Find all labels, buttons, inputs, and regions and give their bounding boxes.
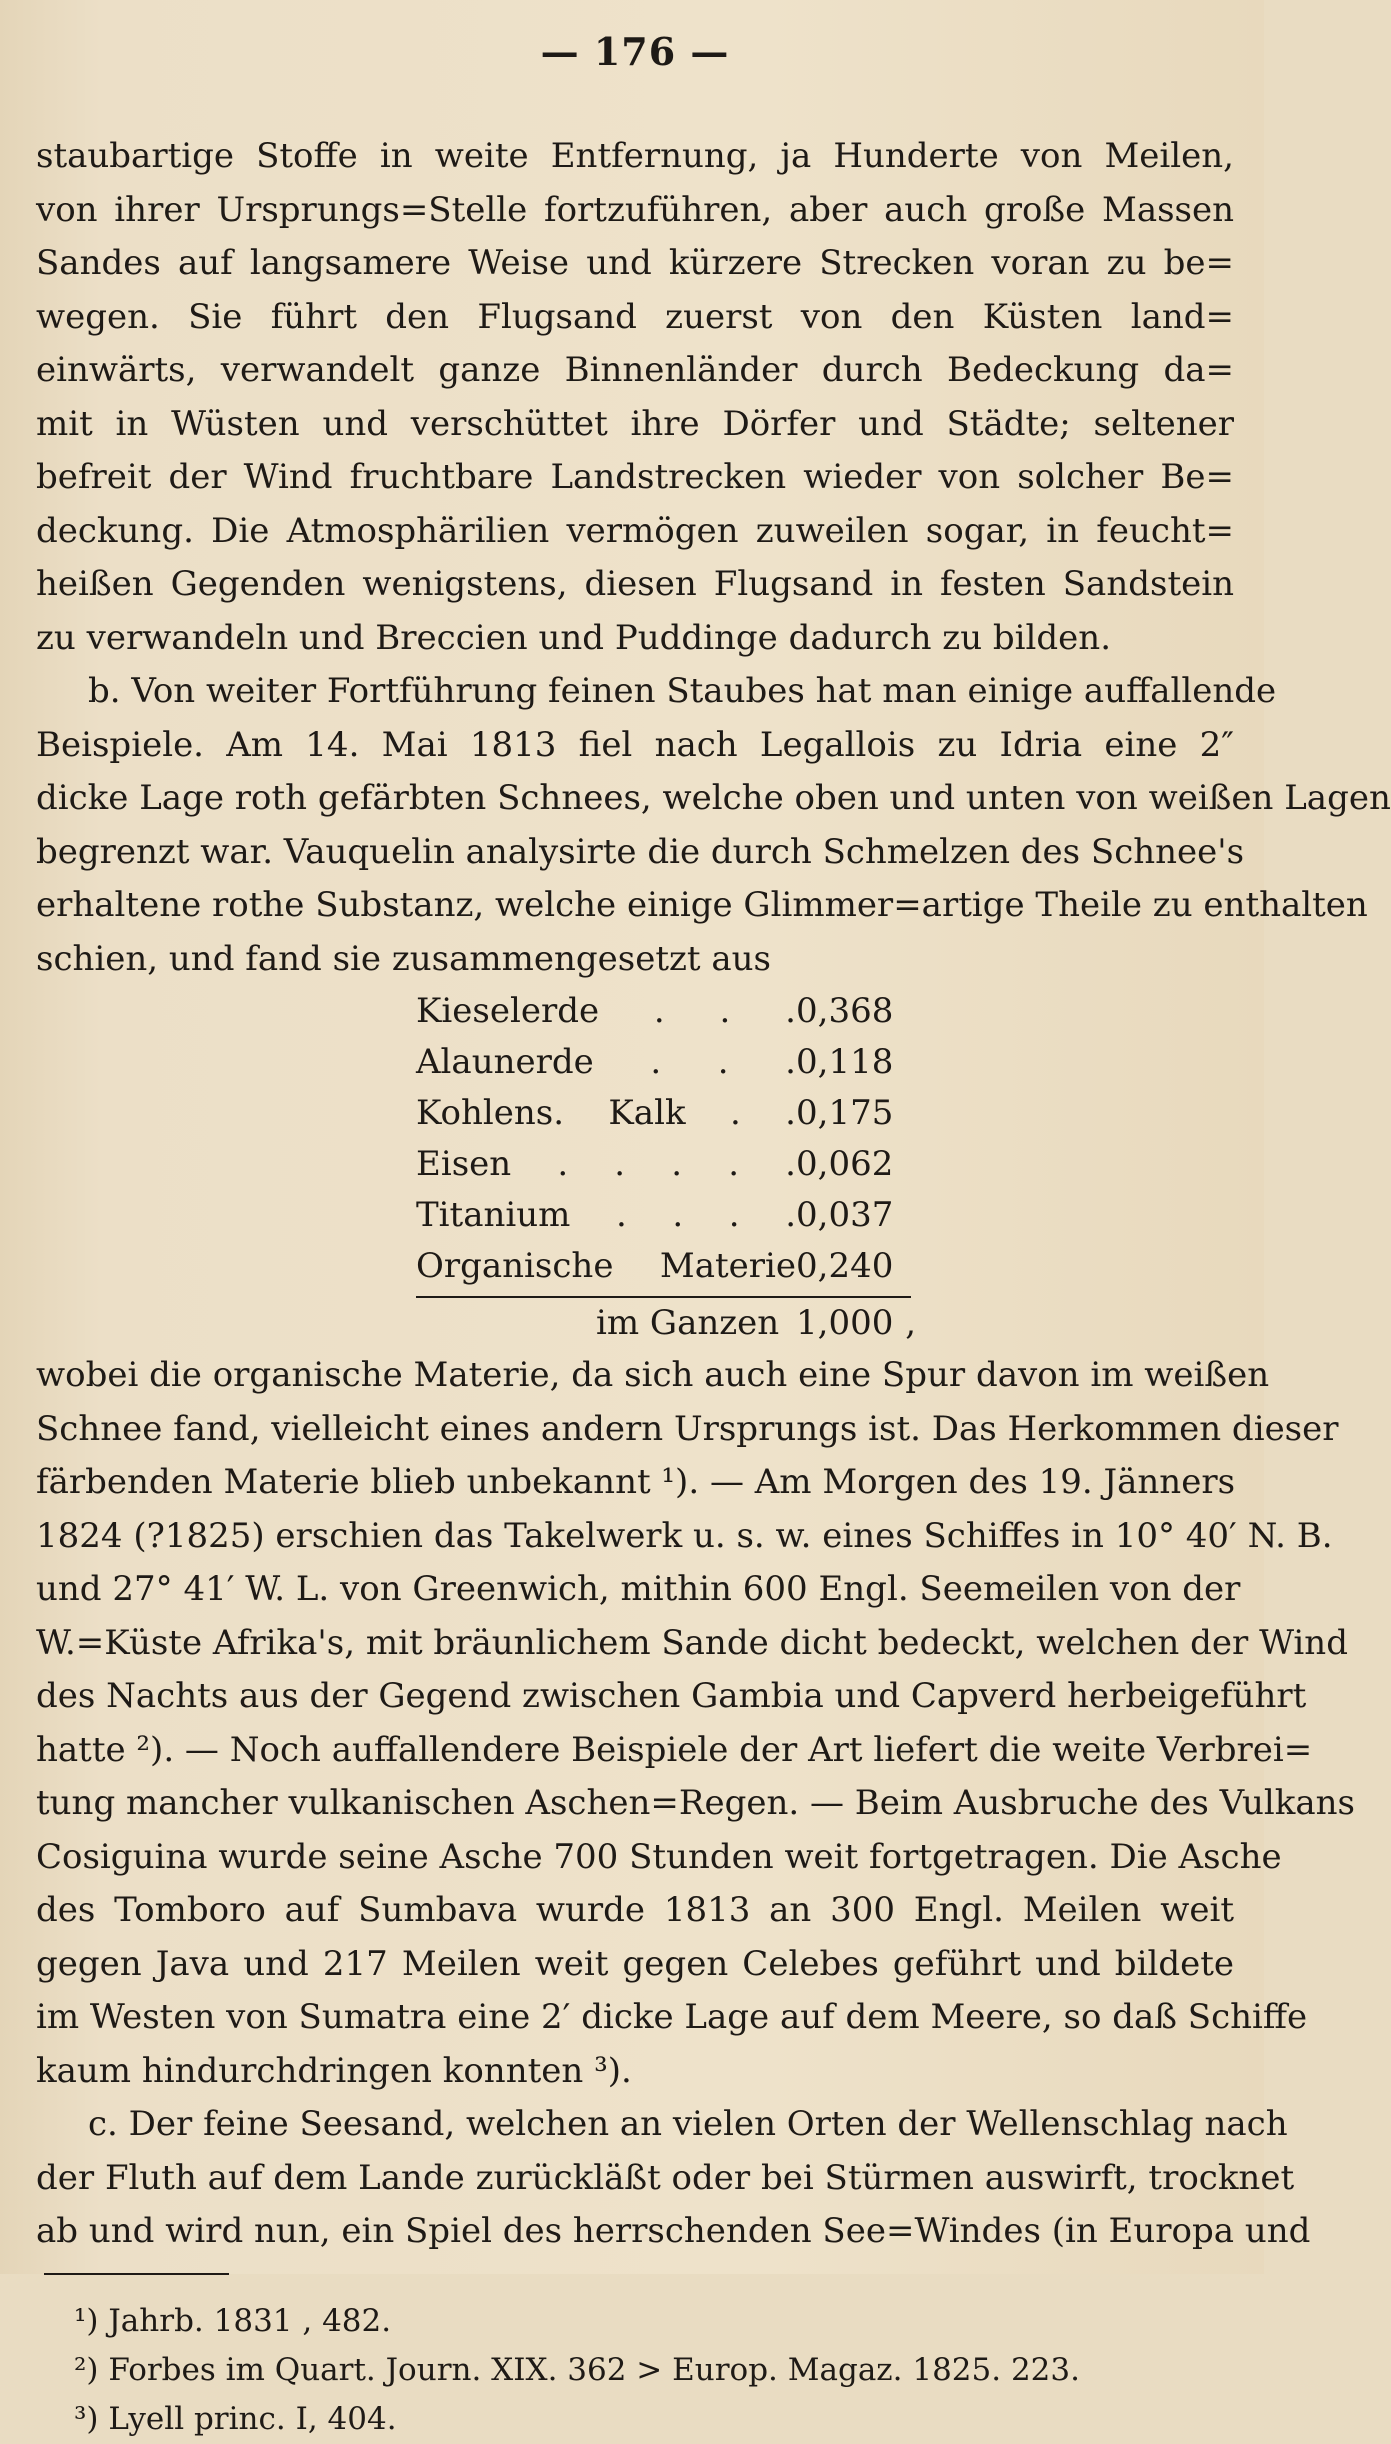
component-value: 0,240 xyxy=(796,1246,894,1286)
table-row xyxy=(416,1139,1234,1190)
text-line: c. Der feine Seesand, welchen an vielen Orten der Wellenschlag nach xyxy=(88,2104,1288,2144)
text-line: Schnee fand, vielleicht eines andern Ursprungs ist. Das Herkommen dieser xyxy=(36,1408,1339,1449)
text-line: W.=Küste Afrika's, mit bräunlichem Sande dicht bedeckt, welchen der Wind xyxy=(36,1622,1348,1663)
component-name: Alaunerde . . . xyxy=(416,1042,796,1082)
text-line: deckung. Die Atmosphärilien vermögen zuweilen sogar, in feucht= xyxy=(36,510,1234,551)
table-row xyxy=(416,1037,1234,1088)
text-line: dicke Lage roth gefärbten Schnees, welche oben und unten von weißen Lagen xyxy=(36,778,1391,818)
footnote: ³) Lyell princ. I, 404. xyxy=(74,2400,397,2437)
total-value: 1,000 , xyxy=(796,1303,916,1343)
text-line: begrenzt war. Vauquelin analysirte die durch Schmelzen des Schnee's xyxy=(36,831,1245,872)
text-line: staubartige Stoffe in weite Entfernung, ja Hunderte von Meilen, xyxy=(36,136,1234,176)
paragraph-c xyxy=(36,2098,1311,2259)
page-number: — 176 — xyxy=(540,29,730,74)
paragraph-a xyxy=(36,130,1234,665)
text-line: heißen Gegenden wenigstens, diesen Flugsand in festen Sandstein xyxy=(36,564,1234,604)
component-name: Eisen . . . . . xyxy=(416,1144,796,1184)
component-name: Titanium . . . . xyxy=(416,1195,796,1235)
text-line: befreit der Wind fruchtbare Landstrecken wieder von solcher Be= xyxy=(36,457,1234,497)
table-row xyxy=(416,1241,1234,1292)
table-row xyxy=(416,1190,1234,1241)
footnotes xyxy=(36,2297,1234,2444)
table-total-row xyxy=(416,1298,1234,1349)
text-line: mit in Wüsten und verschüttet ihre Dörfer und Städte; seltener xyxy=(36,403,1234,444)
text-line: b. Von weiter Fortführung feinen Staubes hat man einige auffallende xyxy=(88,671,1277,711)
component-name: Kohlens. Kalk . . xyxy=(416,1093,796,1133)
text-line: von ihrer Ursprungs=Stelle fortzuführen, aber auch große Massen xyxy=(36,189,1234,230)
paragraph-b xyxy=(36,665,1391,986)
text-line: erhaltene rothe Substanz, welche einige Glimmer=artige Theile zu enthalten xyxy=(36,885,1368,925)
text-line: 1824 (?1825) erschien das Takelwerk u. s. w. eines Schiffes in 10° 40′ N. B. xyxy=(36,1515,1333,1556)
component-name: Kieselerde . . . xyxy=(416,991,796,1031)
table-row xyxy=(416,1088,1234,1139)
text-line: Cosiguina wurde seine Asche 700 Stunden weit fortgetragen. Die Asche xyxy=(36,1836,1282,1877)
component-value: 0,175 xyxy=(796,1093,894,1133)
text-line: zu verwandeln und Breccien und Puddinge dadurch zu bilden. xyxy=(36,617,1112,658)
footnote: ²) Forbes im Quart. Journ. XIX. 362 > Europ. Magaz. 1825. 223. xyxy=(74,2351,1080,2388)
text-line: hatte ²). — Noch auffallendere Beispiele der Art liefert die weite Verbrei= xyxy=(36,1729,1313,1770)
text-line: gegen Java und 217 Meilen weit gegen Celebes geführt und bildete xyxy=(36,1943,1234,1984)
text-line: färbenden Materie blieb unbekannt ¹). — Am Morgen des 19. Jänners xyxy=(36,1462,1236,1502)
text-line: Beispiele. Am 14. Mai 1813 fiel nach Legallois zu Idria eine 2″ xyxy=(36,724,1234,765)
text-line: einwärts, verwandelt ganze Binnenländer durch Bedeckung da= xyxy=(36,350,1234,390)
text-line: der Fluth auf dem Lande zurückläßt oder bei Stürmen auswirft, trocknet xyxy=(36,2157,1295,2198)
paragraph-b-continued xyxy=(36,1349,1355,2098)
text-line: und 27° 41′ W. L. von Greenwich, mithin 600 Engl. Seemeilen von der xyxy=(36,1569,1241,1609)
composition-table xyxy=(416,986,1234,1349)
component-value: 0,037 xyxy=(796,1195,894,1235)
text-line: wegen. Sie führt den Flugsand zuerst von den Küsten land= xyxy=(36,296,1234,337)
text-line: schien, und fand sie zusammengesetzt aus xyxy=(36,938,771,979)
footnote-rule xyxy=(44,2273,229,2275)
text-line: ab und wird nun, ein Spiel des herrschenden See=Windes (in Europa und xyxy=(36,2211,1311,2251)
footnote: ¹) Jahrb. 1831 , 482. xyxy=(74,2302,392,2339)
text-line: des Tomboro auf Sumbava wurde 1813 an 300 Engl. Meilen weit xyxy=(36,1890,1234,1930)
main-text xyxy=(36,130,1391,2259)
table-row xyxy=(416,986,1234,1037)
text-line: des Nachts aus der Gegend zwischen Gambia und Capverd herbeigeführt xyxy=(36,1676,1307,1716)
text-line: im Westen von Sumatra eine 2′ dicke Lage auf dem Meere, so daß Schiffe xyxy=(36,1997,1308,2037)
text-line: wobei die organische Materie, da sich auch eine Spur davon im weißen xyxy=(36,1355,1270,1395)
total-label: im Ganzen xyxy=(596,1303,780,1343)
text-line: kaum hindurchdringen konnten ³). xyxy=(36,2050,632,2091)
component-name: Organische Materie xyxy=(416,1246,796,1286)
text-line: tung mancher vulkanischen Aschen=Regen. — Beim Ausbruche des Vulkans xyxy=(36,1783,1355,1823)
component-value: 0,368 xyxy=(796,991,894,1031)
component-value: 0,062 xyxy=(796,1144,894,1184)
text-line: Sandes auf langsamere Weise und kürzere Strecken voran zu be= xyxy=(36,243,1234,283)
component-value: 0,118 xyxy=(796,1042,894,1082)
